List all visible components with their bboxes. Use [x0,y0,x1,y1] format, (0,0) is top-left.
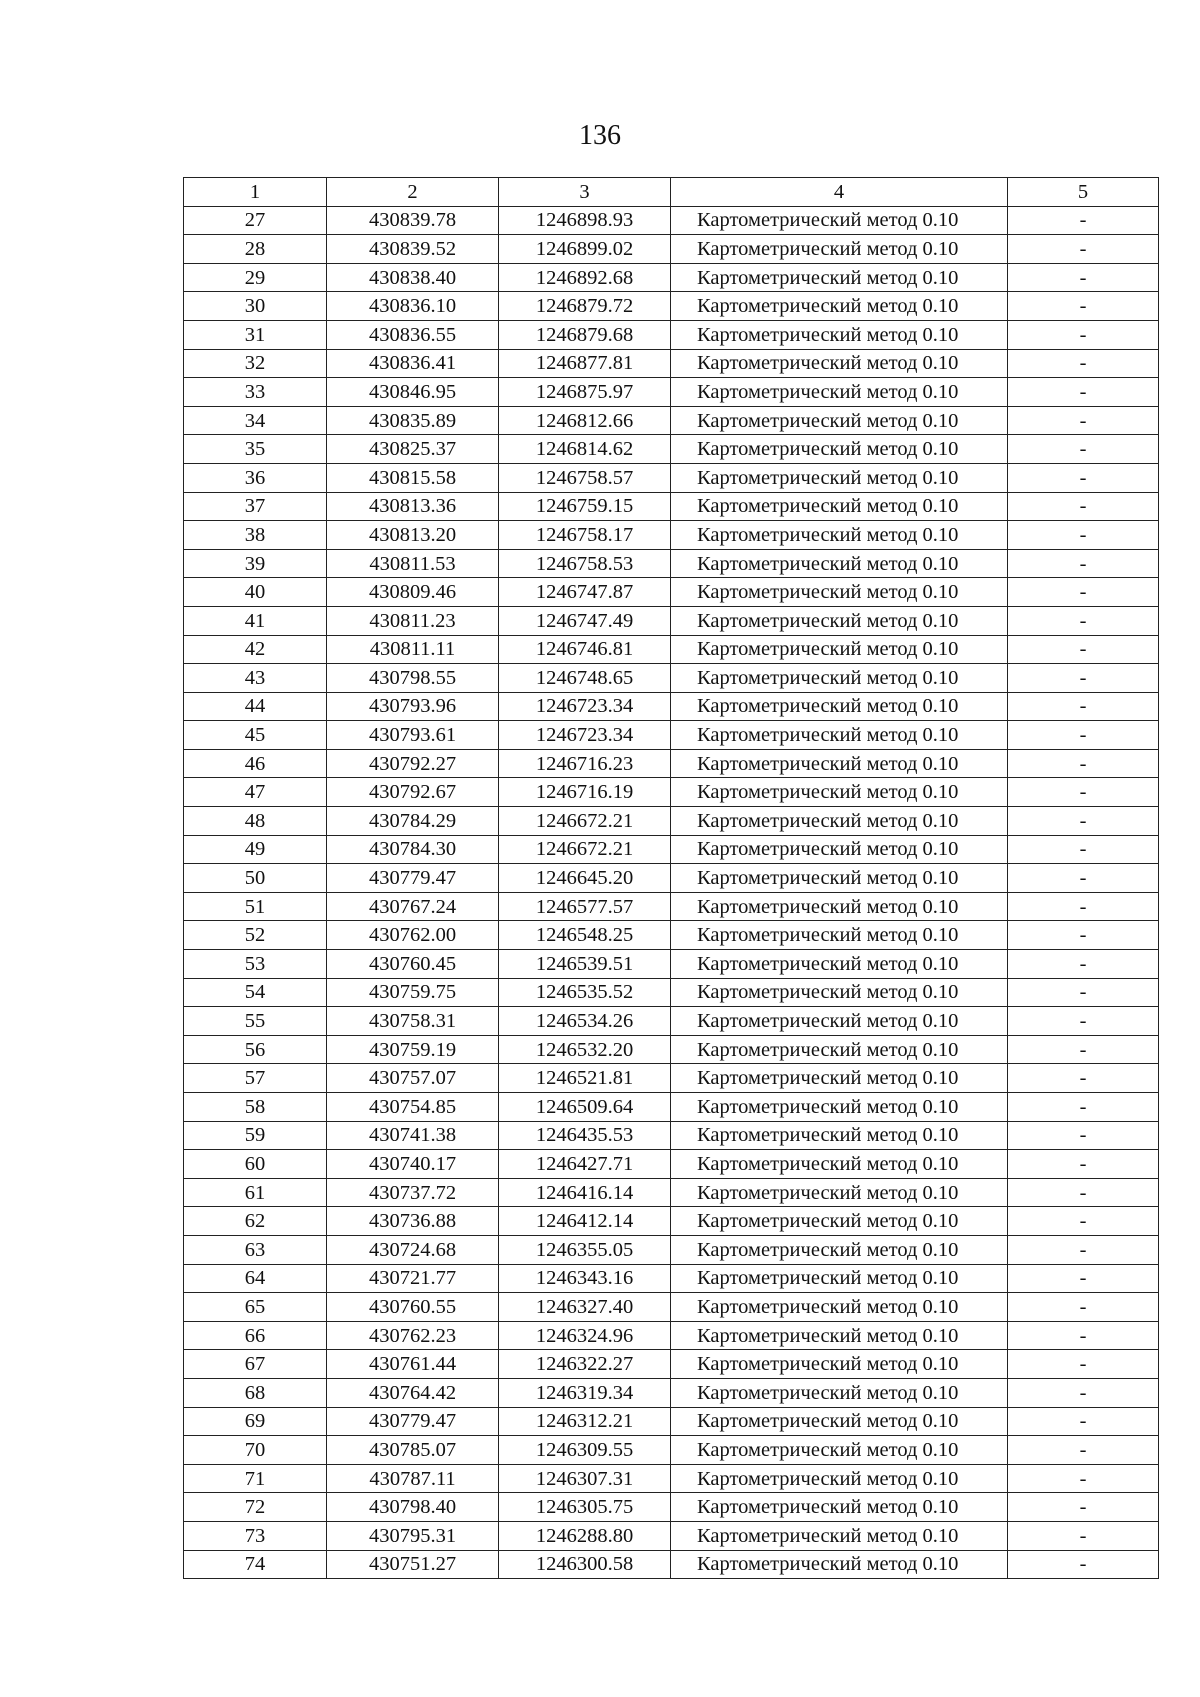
x-coordinate-cell: 430792.27 [327,749,499,778]
method-cell: Картометрический метод 0.10 [671,778,1008,807]
point-number-cell: 53 [184,950,327,979]
x-coordinate-cell: 430760.55 [327,1293,499,1322]
x-coordinate-cell: 430839.78 [327,206,499,235]
table-row [184,521,1159,550]
point-number-cell: 58 [184,1093,327,1122]
x-coordinate-cell: 430754.85 [327,1093,499,1122]
method-cell: Картометрический метод 0.10 [671,1293,1008,1322]
note-cell: - [1008,1264,1159,1293]
method-cell: Картометрический метод 0.10 [671,807,1008,836]
y-coordinate-cell: 1246723.34 [499,721,671,750]
x-coordinate-cell: 430815.58 [327,463,499,492]
note-cell: - [1008,749,1159,778]
method-cell: Картометрический метод 0.10 [671,235,1008,264]
point-number-cell: 64 [184,1264,327,1293]
table-row [184,263,1159,292]
x-coordinate-cell: 430758.31 [327,1007,499,1036]
note-cell: - [1008,1378,1159,1407]
point-number-cell: 46 [184,749,327,778]
point-number-cell: 66 [184,1321,327,1350]
method-cell: Картометрический метод 0.10 [671,263,1008,292]
x-coordinate-cell: 430838.40 [327,263,499,292]
table-row [184,463,1159,492]
table-row [184,1178,1159,1207]
point-number-cell: 50 [184,864,327,893]
x-coordinate-cell: 430764.42 [327,1378,499,1407]
point-number-cell: 57 [184,1064,327,1093]
y-coordinate-cell: 1246875.97 [499,378,671,407]
method-cell: Картометрический метод 0.10 [671,1550,1008,1579]
note-cell: - [1008,807,1159,836]
y-coordinate-cell: 1246716.23 [499,749,671,778]
y-coordinate-cell: 1246312.21 [499,1407,671,1436]
y-coordinate-cell: 1246324.96 [499,1321,671,1350]
table-row [184,1007,1159,1036]
method-cell: Картометрический метод 0.10 [671,406,1008,435]
x-coordinate-cell: 430793.61 [327,721,499,750]
x-coordinate-cell: 430792.67 [327,778,499,807]
table-row [184,1293,1159,1322]
point-number-cell: 65 [184,1293,327,1322]
table-row [184,1350,1159,1379]
page-number: 136 [579,120,621,151]
table-row [184,1150,1159,1179]
table-row [184,835,1159,864]
y-coordinate-cell: 1246288.80 [499,1521,671,1550]
point-number-cell: 43 [184,664,327,693]
note-cell: - [1008,549,1159,578]
note-cell: - [1008,578,1159,607]
table-row [184,1035,1159,1064]
point-number-cell: 73 [184,1521,327,1550]
table-row [184,807,1159,836]
point-number-cell: 59 [184,1121,327,1150]
note-cell: - [1008,320,1159,349]
y-coordinate-cell: 1246758.17 [499,521,671,550]
column-header: 4 [671,178,1008,207]
point-number-cell: 31 [184,320,327,349]
x-coordinate-cell: 430809.46 [327,578,499,607]
x-coordinate-cell: 430779.47 [327,1407,499,1436]
note-cell: - [1008,463,1159,492]
note-cell: - [1008,1350,1159,1379]
y-coordinate-cell: 1246327.40 [499,1293,671,1322]
x-coordinate-cell: 430784.29 [327,807,499,836]
x-coordinate-cell: 430825.37 [327,435,499,464]
method-cell: Картометрический метод 0.10 [671,378,1008,407]
x-coordinate-cell: 430835.89 [327,406,499,435]
method-cell: Картометрический метод 0.10 [671,435,1008,464]
point-number-cell: 49 [184,835,327,864]
y-coordinate-cell: 1246322.27 [499,1350,671,1379]
table-row [184,749,1159,778]
method-cell: Картометрический метод 0.10 [671,692,1008,721]
point-number-cell: 30 [184,292,327,321]
note-cell: - [1008,1464,1159,1493]
column-header: 5 [1008,178,1159,207]
table-row [184,1264,1159,1293]
y-coordinate-cell: 1246746.81 [499,635,671,664]
x-coordinate-cell: 430741.38 [327,1121,499,1150]
method-cell: Картометрический метод 0.10 [671,578,1008,607]
table-row [184,206,1159,235]
note-cell: - [1008,921,1159,950]
y-coordinate-cell: 1246416.14 [499,1178,671,1207]
note-cell: - [1008,635,1159,664]
table-row [184,549,1159,578]
y-coordinate-cell: 1246716.19 [499,778,671,807]
note-cell: - [1008,263,1159,292]
x-coordinate-cell: 430760.45 [327,950,499,979]
note-cell: - [1008,1293,1159,1322]
method-cell: Картометрический метод 0.10 [671,1121,1008,1150]
point-number-cell: 67 [184,1350,327,1379]
point-number-cell: 48 [184,807,327,836]
x-coordinate-cell: 430784.30 [327,835,499,864]
point-number-cell: 33 [184,378,327,407]
table-row [184,1235,1159,1264]
point-number-cell: 42 [184,635,327,664]
x-coordinate-cell: 430762.23 [327,1321,499,1350]
table-row [184,1436,1159,1465]
point-number-cell: 29 [184,263,327,292]
table-row [184,950,1159,979]
note-cell: - [1008,1064,1159,1093]
y-coordinate-cell: 1246319.34 [499,1378,671,1407]
note-cell: - [1008,1178,1159,1207]
y-coordinate-cell: 1246723.34 [499,692,671,721]
method-cell: Картометрический метод 0.10 [671,978,1008,1007]
table-row [184,378,1159,407]
y-coordinate-cell: 1246427.71 [499,1150,671,1179]
method-cell: Картометрический метод 0.10 [671,206,1008,235]
point-number-cell: 68 [184,1378,327,1407]
x-coordinate-cell: 430836.41 [327,349,499,378]
column-header: 1 [184,178,327,207]
table-row [184,1207,1159,1236]
point-number-cell: 69 [184,1407,327,1436]
y-coordinate-cell: 1246899.02 [499,235,671,264]
note-cell: - [1008,492,1159,521]
method-cell: Картометрический метод 0.10 [671,1064,1008,1093]
point-number-cell: 36 [184,463,327,492]
y-coordinate-cell: 1246879.72 [499,292,671,321]
method-cell: Картометрический метод 0.10 [671,606,1008,635]
method-cell: Картометрический метод 0.10 [671,950,1008,979]
x-coordinate-cell: 430736.88 [327,1207,499,1236]
table-row [184,349,1159,378]
x-coordinate-cell: 430751.27 [327,1550,499,1579]
method-cell: Картометрический метод 0.10 [671,320,1008,349]
method-cell: Картометрический метод 0.10 [671,1493,1008,1522]
table-row [184,664,1159,693]
method-cell: Картометрический метод 0.10 [671,463,1008,492]
table-row [184,892,1159,921]
method-cell: Картометрический метод 0.10 [671,1378,1008,1407]
y-coordinate-cell: 1246307.31 [499,1464,671,1493]
x-coordinate-cell: 430721.77 [327,1264,499,1293]
y-coordinate-cell: 1246343.16 [499,1264,671,1293]
note-cell: - [1008,1493,1159,1522]
table-row [184,864,1159,893]
table-row [184,978,1159,1007]
table-row [184,1493,1159,1522]
point-number-cell: 28 [184,235,327,264]
note-cell: - [1008,892,1159,921]
method-cell: Картометрический метод 0.10 [671,1093,1008,1122]
table-row [184,635,1159,664]
point-number-cell: 37 [184,492,327,521]
note-cell: - [1008,778,1159,807]
y-coordinate-cell: 1246898.93 [499,206,671,235]
table-row [184,1521,1159,1550]
note-cell: - [1008,950,1159,979]
table-row [184,406,1159,435]
table-row [184,778,1159,807]
note-cell: - [1008,1550,1159,1579]
method-cell: Картометрический метод 0.10 [671,1007,1008,1036]
y-coordinate-cell: 1246747.87 [499,578,671,607]
x-coordinate-cell: 430793.96 [327,692,499,721]
y-coordinate-cell: 1246877.81 [499,349,671,378]
point-number-cell: 44 [184,692,327,721]
note-cell: - [1008,1407,1159,1436]
y-coordinate-cell: 1246535.52 [499,978,671,1007]
table-row [184,1378,1159,1407]
x-coordinate-cell: 430761.44 [327,1350,499,1379]
point-number-cell: 35 [184,435,327,464]
note-cell: - [1008,1321,1159,1350]
note-cell: - [1008,721,1159,750]
point-number-cell: 60 [184,1150,327,1179]
x-coordinate-cell: 430839.52 [327,235,499,264]
method-cell: Картометрический метод 0.10 [671,835,1008,864]
x-coordinate-cell: 430811.23 [327,606,499,635]
y-coordinate-cell: 1246577.57 [499,892,671,921]
table-row [184,1093,1159,1122]
note-cell: - [1008,1093,1159,1122]
y-coordinate-cell: 1246300.58 [499,1550,671,1579]
x-coordinate-cell: 430759.19 [327,1035,499,1064]
x-coordinate-cell: 430785.07 [327,1436,499,1465]
point-number-cell: 34 [184,406,327,435]
note-cell: - [1008,1035,1159,1064]
y-coordinate-cell: 1246509.64 [499,1093,671,1122]
y-coordinate-cell: 1246748.65 [499,664,671,693]
method-cell: Картометрический метод 0.10 [671,921,1008,950]
method-cell: Картометрический метод 0.10 [671,892,1008,921]
point-number-cell: 39 [184,549,327,578]
y-coordinate-cell: 1246645.20 [499,864,671,893]
point-number-cell: 71 [184,1464,327,1493]
note-cell: - [1008,1436,1159,1465]
x-coordinate-cell: 430813.36 [327,492,499,521]
point-number-cell: 72 [184,1493,327,1522]
y-coordinate-cell: 1246758.53 [499,549,671,578]
note-cell: - [1008,435,1159,464]
point-number-cell: 27 [184,206,327,235]
x-coordinate-cell: 430757.07 [327,1064,499,1093]
note-cell: - [1008,978,1159,1007]
point-number-cell: 74 [184,1550,327,1579]
x-coordinate-cell: 430795.31 [327,1521,499,1550]
point-number-cell: 63 [184,1235,327,1264]
method-cell: Картометрический метод 0.10 [671,1235,1008,1264]
note-cell: - [1008,378,1159,407]
x-coordinate-cell: 430811.11 [327,635,499,664]
x-coordinate-cell: 430767.24 [327,892,499,921]
table-row [184,320,1159,349]
column-header: 3 [499,178,671,207]
method-cell: Картометрический метод 0.10 [671,492,1008,521]
x-coordinate-cell: 430836.55 [327,320,499,349]
method-cell: Картометрический метод 0.10 [671,1521,1008,1550]
table-row [184,235,1159,264]
method-cell: Картометрический метод 0.10 [671,549,1008,578]
point-number-cell: 54 [184,978,327,1007]
method-cell: Картометрический метод 0.10 [671,1150,1008,1179]
coordinates-table [183,177,1159,1579]
method-cell: Картометрический метод 0.10 [671,1178,1008,1207]
x-coordinate-cell: 430762.00 [327,921,499,950]
point-number-cell: 52 [184,921,327,950]
note-cell: - [1008,235,1159,264]
x-coordinate-cell: 430740.17 [327,1150,499,1179]
note-cell: - [1008,606,1159,635]
y-coordinate-cell: 1246305.75 [499,1493,671,1522]
point-number-cell: 62 [184,1207,327,1236]
note-cell: - [1008,521,1159,550]
note-cell: - [1008,692,1159,721]
method-cell: Картометрический метод 0.10 [671,1321,1008,1350]
note-cell: - [1008,206,1159,235]
table-header-row [184,178,1159,207]
point-number-cell: 41 [184,606,327,635]
note-cell: - [1008,406,1159,435]
x-coordinate-cell: 430846.95 [327,378,499,407]
table-row [184,721,1159,750]
y-coordinate-cell: 1246814.62 [499,435,671,464]
x-coordinate-cell: 430737.72 [327,1178,499,1207]
method-cell: Картометрический метод 0.10 [671,749,1008,778]
x-coordinate-cell: 430811.53 [327,549,499,578]
table-row [184,1464,1159,1493]
method-cell: Картометрический метод 0.10 [671,1207,1008,1236]
y-coordinate-cell: 1246759.15 [499,492,671,521]
y-coordinate-cell: 1246758.57 [499,463,671,492]
note-cell: - [1008,292,1159,321]
point-number-cell: 32 [184,349,327,378]
method-cell: Картометрический метод 0.10 [671,635,1008,664]
point-number-cell: 55 [184,1007,327,1036]
method-cell: Картометрический метод 0.10 [671,1035,1008,1064]
x-coordinate-cell: 430759.75 [327,978,499,1007]
y-coordinate-cell: 1246435.53 [499,1121,671,1150]
point-number-cell: 40 [184,578,327,607]
y-coordinate-cell: 1246892.68 [499,263,671,292]
x-coordinate-cell: 430798.40 [327,1493,499,1522]
x-coordinate-cell: 430813.20 [327,521,499,550]
table-row [184,435,1159,464]
method-cell: Картометрический метод 0.10 [671,521,1008,550]
note-cell: - [1008,1521,1159,1550]
method-cell: Картометрический метод 0.10 [671,864,1008,893]
y-coordinate-cell: 1246672.21 [499,807,671,836]
point-number-cell: 38 [184,521,327,550]
note-cell: - [1008,864,1159,893]
method-cell: Картометрический метод 0.10 [671,1436,1008,1465]
y-coordinate-cell: 1246539.51 [499,950,671,979]
y-coordinate-cell: 1246521.81 [499,1064,671,1093]
table-row [184,1121,1159,1150]
y-coordinate-cell: 1246747.49 [499,606,671,635]
y-coordinate-cell: 1246672.21 [499,835,671,864]
point-number-cell: 51 [184,892,327,921]
note-cell: - [1008,664,1159,693]
table-body [184,206,1159,1579]
point-number-cell: 61 [184,1178,327,1207]
y-coordinate-cell: 1246532.20 [499,1035,671,1064]
point-number-cell: 47 [184,778,327,807]
x-coordinate-cell: 430779.47 [327,864,499,893]
table-row [184,692,1159,721]
y-coordinate-cell: 1246534.26 [499,1007,671,1036]
y-coordinate-cell: 1246548.25 [499,921,671,950]
table-row [184,292,1159,321]
method-cell: Картометрический метод 0.10 [671,664,1008,693]
note-cell: - [1008,1207,1159,1236]
x-coordinate-cell: 430787.11 [327,1464,499,1493]
table-row [184,1321,1159,1350]
method-cell: Картометрический метод 0.10 [671,1350,1008,1379]
y-coordinate-cell: 1246879.68 [499,320,671,349]
table-row [184,492,1159,521]
note-cell: - [1008,349,1159,378]
note-cell: - [1008,1150,1159,1179]
note-cell: - [1008,1235,1159,1264]
method-cell: Картометрический метод 0.10 [671,292,1008,321]
table-row [184,1550,1159,1579]
method-cell: Картометрический метод 0.10 [671,1407,1008,1436]
table-row [184,606,1159,635]
method-cell: Картометрический метод 0.10 [671,1264,1008,1293]
y-coordinate-cell: 1246812.66 [499,406,671,435]
column-header: 2 [327,178,499,207]
table-row [184,1407,1159,1436]
method-cell: Картометрический метод 0.10 [671,349,1008,378]
point-number-cell: 56 [184,1035,327,1064]
note-cell: - [1008,1007,1159,1036]
note-cell: - [1008,835,1159,864]
note-cell: - [1008,1121,1159,1150]
x-coordinate-cell: 430836.10 [327,292,499,321]
x-coordinate-cell: 430798.55 [327,664,499,693]
method-cell: Картометрический метод 0.10 [671,1464,1008,1493]
table-row [184,921,1159,950]
point-number-cell: 45 [184,721,327,750]
y-coordinate-cell: 1246309.55 [499,1436,671,1465]
table-row [184,1064,1159,1093]
method-cell: Картометрический метод 0.10 [671,721,1008,750]
y-coordinate-cell: 1246355.05 [499,1235,671,1264]
table-row [184,578,1159,607]
point-number-cell: 70 [184,1436,327,1465]
x-coordinate-cell: 430724.68 [327,1235,499,1264]
y-coordinate-cell: 1246412.14 [499,1207,671,1236]
